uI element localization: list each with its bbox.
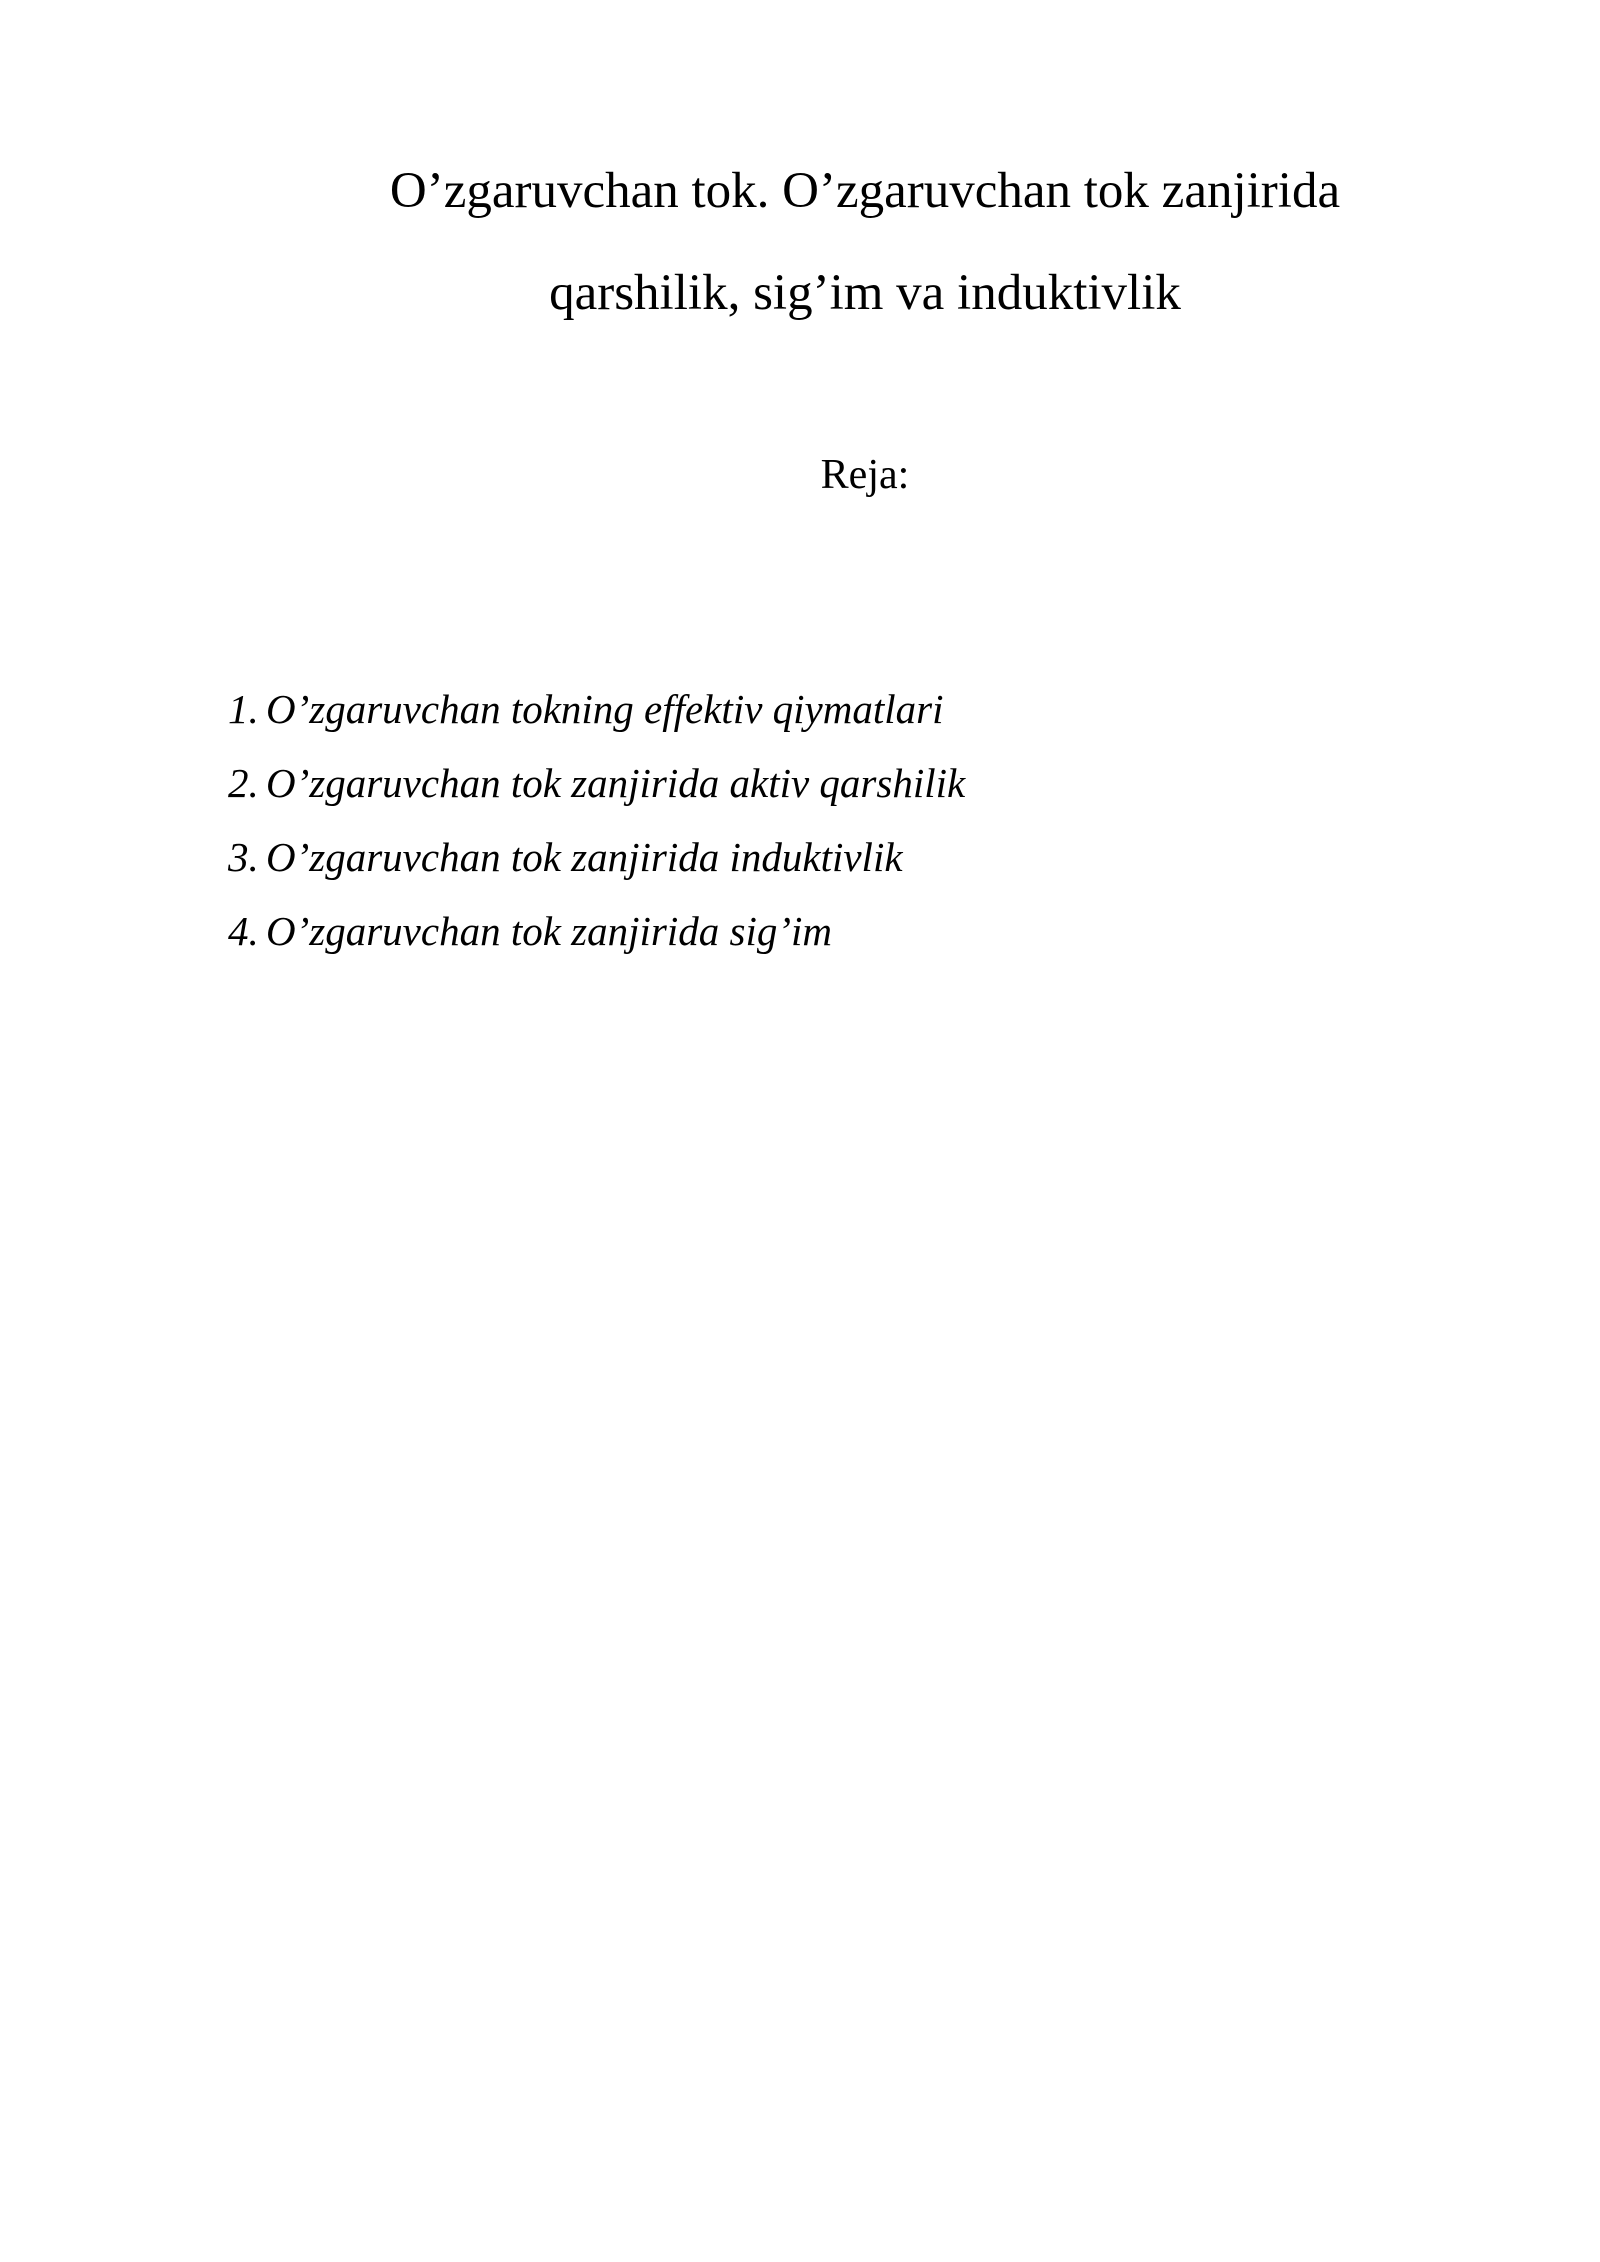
document-title-line-1: O’zgaruvchan tok. O’zgaruvchan tok zanjirida (389, 163, 1341, 219)
plan-item-number: 1. (228, 686, 259, 732)
plan-item-number: 4. (228, 908, 259, 954)
plan-item-number: 2. (228, 760, 259, 806)
plan-item-1 (228, 672, 965, 746)
plan-item-3 (228, 820, 965, 894)
document-title-line-2: qarshilik, sig’im va induktivlik (549, 265, 1181, 321)
plan-list (228, 672, 965, 968)
plan-item-text: O’zgaruvchan tok zanjirida aktiv qarshilik (266, 760, 966, 806)
plan-item-text: O’zgaruvchan tokning effektiv qiymatlari (266, 686, 944, 732)
plan-item-number: 3. (228, 834, 259, 880)
plan-item-4 (228, 894, 965, 968)
plan-heading: Reja: (820, 452, 910, 498)
plan-item-text: O’zgaruvchan tok zanjirida induktivlik (266, 834, 903, 880)
plan-item-2 (228, 746, 965, 820)
plan-item-text: O’zgaruvchan tok zanjirida sig’im (266, 908, 832, 954)
